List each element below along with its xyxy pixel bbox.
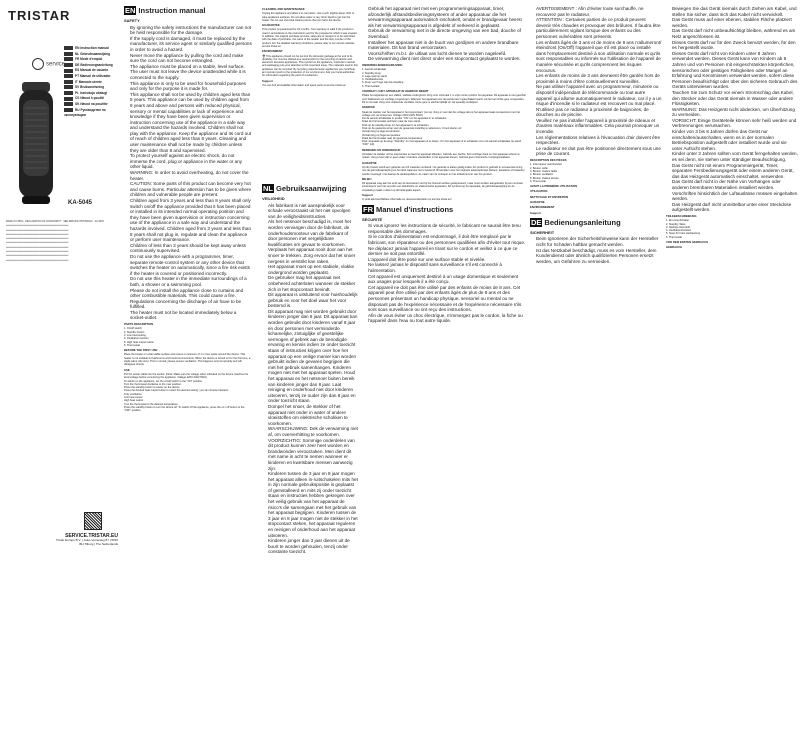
- list-item: • Beim Ignorieren der Sicherheitshinweise kann der Hersteller nicht für Schäden haftbar gemacht werden.: [536, 236, 662, 247]
- cleaning-heading-nl: REINIGING EN ONDERHOUD: [362, 147, 401, 152]
- model-number: KA-5045: [68, 200, 93, 206]
- list-item: • L'appareil doit être posé sur une surface stable et nivelée.: [368, 257, 526, 263]
- use-list: [124, 373, 252, 413]
- environment-heading-nl: MILIEU: [362, 176, 372, 181]
- list-line: 6. Thermostat: [666, 235, 682, 239]
- list-line: Press the standby button to power on the device.: [124, 386, 181, 390]
- list-line: 6. Thermostat: [530, 179, 546, 183]
- safety-heading-nl: VEILIGHEID: [262, 196, 285, 201]
- list-line: 2. Standby-Taste: [666, 222, 686, 226]
- list-item: • Les enfants âgés de 3 ans et de moins de 8 ans n'allumeront/éteindront (On/Off) l'appareil que s'il est placé ou installé dans l'emplacement destiné à son utilisation normale et qu'ils sont responsables ou informés sur l'utilisation de l'appareil de manière sécurisée et qu'ils comprennent les risques encourus.: [536, 40, 662, 74]
- list-line: 1. On/off switch: [124, 327, 142, 331]
- guarantee-heading-nl: GARANTIE: [362, 160, 377, 165]
- use-heading: USE: [124, 367, 130, 372]
- safety-heading-de: SICHERHEIT: [530, 229, 555, 235]
- support-text-nl: U vindt alle beschikbare informatie en reserveonderdelen op service.tristar.eu!: [362, 198, 452, 202]
- environment-text: This appliance should not be put into the domestic garbage at the end of its durability, but must be offered at a central point for the recycling of electric and electronic domestic appliances. This symbol on the appliance, instruction manual and packaging puts your attention to this important issue. The materials used in this appliance can be recycled. By recycling used domestic appliances you contribute an important push to the protection of our environment. Ask your local authorities for information regarding the point of recollection.: [262, 54, 358, 78]
- list-line: Zet de aan/uit-schakelaar in positie "ON" om het apparaat in te schakelen.: [362, 117, 448, 121]
- list-item: • Tauchen Sie zum Schutz vor einem Stromschlag das Kabel, den Stecker oder das Gerät niemals in Wasser oder andere Flüssigkeiten.: [672, 90, 798, 107]
- list-line: 4. Oszillationsfunktion: [666, 229, 692, 233]
- support-heading-nl: Support: [362, 193, 373, 198]
- dutch-section: [262, 184, 358, 749]
- list-line: 5. Knop voor hoge warmte-instelling: [362, 81, 404, 85]
- list-item: • Si vous ignorez les instructions de sécurité, le fabricant ne saurait être tenu responsable des dommages.: [368, 223, 526, 234]
- cleaning-heading-fr: NETTOYAGE ET ENTRETIEN: [530, 194, 569, 199]
- cover-smallprint: MADE IN CHINA · DECLARATION OF CONFORMITY · SEE SERVICE.TRISTAR.EU · KA-5045 ━━━━━━━━━━━━━━━━━━━━━━━━━━━━━━━━━━━━━━━━━━━━━ ━━━━━━━━━━━━━━━━━━━━━━━━━━━━━━━━━━━━━━━━━━━━━ ━━━━━━━━━━━━━━━━━━━━━━━━━━━━━━━━━━━━━━━━━━━━━ ━━━━━━━━━━━━━━━━━━━━━━━━━━━━━━━━━━━━━━━━━━━━━ ━━━━━━━━━━━━━━━━━━━━━━━━━━━━━━━━━━━━━━━━━━━━━ ━━━━━━━━━━━━━━━━━━━━━━━━━━━━━━━━━━━━━━━━━━━━━ ━━━━━━━━━━━━━━━━━━━━━━━━━━━━━━━━━━━━━━━━━━━━━ ━━━━━━━━━━━━━━━━━━━━━━━━━━━━━━━━━━━━━━━━━━━━━ ━━━━━━━━━━━━━━━━━━━━━━━━━━━━━━━━━━━━━━━━━━━━━: [6, 221, 104, 262]
- list-item: • Children aged from 3 years and less than 8 years shall only switch on/off the appliance provided that it has been placed or installed in its intended normal operating position and they have been given supervision or instruction concerning use of the appliance in a safe way and understand the hazards involved. Children aged from 3 years and less than 8 years shall not plug in, regulate and clean the appliance or perform user maintenance.: [130, 198, 252, 243]
- cleaning-heading: CLEANING AND MAINTENANCE: [262, 7, 305, 11]
- brand-logo: TRISTAR: [8, 8, 71, 23]
- service-website: SERVICE.TRISTAR.EU: [65, 533, 118, 539]
- list-line: 1. Ein-/Aus-Schalter: [666, 219, 690, 223]
- list-item: • This appliance is only to be used for household purposes and only for the purpose it is made for.: [130, 81, 252, 92]
- qr-code-icon: [84, 512, 102, 530]
- list-item: • Bewegen Sie das Gerät niemals durch Ziehen am Kabel, und stellen Sie sicher, dass sich das Kabel nicht verwickelt.: [672, 6, 798, 17]
- list-item: • De verwarming dient niet direct onder een stopcontact geplaatst te worden.: [368, 56, 526, 62]
- list-item: • Kinderen jonger dan 3 jaar dienen uit de buurt te worden gehouden, tenzij onder constante toezicht.: [268, 538, 358, 555]
- list-item: • Ne déplacez jamais l'appareil en tirant sur le cordon et veillez à ce que ce dernier ne soit pas entortillé.: [368, 246, 526, 257]
- list-item: • Het apparaat moet op een stabiele, vlakke ondergrond worden geplaatst.: [268, 264, 358, 275]
- safety-heading: SAFETY: [124, 18, 140, 23]
- list-item: • Veuillez ne pas installer l'appareil à proximité de rideaux et d'autres matériaux inflammables. Cela pourrait provoquer un incendie.: [536, 118, 662, 135]
- list-line: 3. Low heat setting: [124, 333, 146, 337]
- section-title-en: EN Instruction manual: [125, 6, 206, 15]
- service-badge: service: [32, 58, 65, 70]
- language-item: PT Manual de utilizador: [64, 74, 118, 80]
- french-section-continued: [530, 6, 662, 571]
- use-list-nl: [362, 111, 526, 147]
- list-item: • WARNING: In order to avoid overheating, do not cover the heater.: [130, 170, 252, 181]
- section-title-fr: FR Manuel d'instructions: [363, 204, 454, 214]
- list-item: • Kinder unter 3 Jahren sollten vom Gerät ferngehalten werden, es sei denn, sie stehen unter ständiger Beaufsichtigung.: [672, 151, 798, 162]
- language-item: FR Mode d'emploi: [64, 57, 118, 63]
- safety-list: [124, 25, 252, 321]
- before-use-heading-nl: VOORDAT U HET APPARAAT IN GEBRUIK NEEMT: [362, 89, 429, 94]
- language-item: PL Instrukcja obsługi: [64, 91, 118, 97]
- list-line: Turn the thermostat to the desired temperature.: [124, 402, 179, 406]
- list-line: 5. Taste für hohe Heizleistung: [666, 232, 701, 236]
- list-item: • WARNUNG: Das Heizgerät nicht abdecken, um Überhitzung zu vermeiden.: [672, 107, 798, 118]
- list-item: • Das Gerät darf nicht unbeaufsichtigt bleiben, während es am Netz angeschlossen ist.: [672, 28, 798, 39]
- list-item: • Do not use this heater in the immediate surroundings of a bath, a shower or a swimming pool.: [130, 276, 252, 287]
- support-text: You can find all available information and spare parts at service.tristar.eu!: [262, 83, 346, 87]
- cleaning-text-nl: Verwijder de stekker uit het stopcontact en laat het apparaat afkoelen. Gebruik een zachte, licht vochtige doek om het apparaat schoon te maken. Zorg ervoor dat er geen water of andere vloeistoffen in het apparaat komen. Gebruik geen chemische reinigingsmiddelen.: [362, 153, 520, 160]
- cleaning-text: Unplug the appliance and allow it to cool down. Use a soft, slightly damp cloth to wipe appliance surfaces. Do not allow water or any other liquid to get into the heater. Do not use chemical cleaning items that can harm the device.: [262, 12, 355, 22]
- service-logo-icon: [32, 58, 44, 70]
- section-title-nl: NL Gebruiksaanwijzing: [263, 184, 347, 193]
- list-item: • CAUTION: Some parts of this product can become very hot and cause burns. Particular attention has to be given where children and vulnerable people are present.: [130, 181, 252, 198]
- list-line: Druk op de gewenste knop voor de gewenste instelling te selecteren. U kunt kiezen uit:: [362, 126, 462, 130]
- list-item: • Voorschriften m.b.t. de uitlaat van lucht dienen te worden nageleefd.: [368, 51, 526, 57]
- list-item: • Afin de vous éviter un choc électrique, n'immergez pas le cordon, la fiche ou l'appareil dans l'eau ou tout autre liquide.: [368, 313, 526, 324]
- list-item: • Children of less than 3 years should be kept away unless continuously supervised.: [130, 243, 252, 254]
- list-item: • Verplaats het apparaat nooit door aan het snoer te trekken. Zorg ervoor dat het snoer nergens in verstrikt kan raken.: [268, 247, 358, 264]
- before-use-text-nl: Plaats het apparaat op een vlakke, stabiele ondergrond. Zorg voor minimaal 1 m vrije ruimte rondom het apparaat. Dit apparaat is niet geschikt voor badkamers en vochtige omgevingen. Wanneer het apparaat voor de eerste keer ingeschakeld wordt, zal het een lichte geur verspreiden. Dit is normaal. Zorg voor voldoende ventilatie. Deze geur is slechts tijdelijk en zal spoedig verdwijnen.: [362, 94, 526, 104]
- before-use-heading: BEFORE THE FIRST USE: [124, 348, 158, 353]
- use-heading-fr: UTILISATION: [530, 189, 548, 194]
- parts-list: [124, 327, 252, 347]
- list-item: • Never move the appliance by pulling the cord and make sure the cord can not become entangled.: [130, 53, 252, 64]
- list-item: • Dieses Gerät darf nur für den Zweck benutzt werden, für den es hergestellt wurde.: [672, 40, 798, 51]
- support-heading-fr: Support: [530, 210, 541, 215]
- list-line: To switch on the appliance, set the on/off switch to the "ON" position.: [124, 379, 203, 383]
- list-item: • Dit apparaat mag niet worden gebruikt door kinderen jonger dan 8 jaar. Dit apparaat kan worden gebruikt door kinderen vanaf 8 jaar en door personen met verminderde lichamelijke, zintuiglijke of geestelijke vermogen of gebrek aan de benodigde ervaring en kennis indien ze onder toezicht staan of instructies krijgen over hoe het apparaat op een veilige manier kan worden gebruikt indien de gevaren begrijpen die met het gebruik samenhangen. Kinderen mogen niet met het apparaat spelen. Houd het apparaat en het netsnoer buiten bereik van kinderen jonger dan 8 jaar. Laat reiniging en onderhoud niet door kinderen uitvoeren, tenzij ze ouder zijn dan 8 jaar en onder toezicht staan.: [268, 309, 358, 404]
- list-item: • Gebruik de verwarming niet in de directe omgeving van een bad, douche of zwembad.: [368, 28, 526, 39]
- language-item: IT Manuale utente: [64, 80, 118, 86]
- guarantee-text: This product is guaranteed for 24 months. Your warranty is valid if the product is used in accordance to the instructions and for the purpose for which it was created. In addition, the original purchase (invoice, sales slip or receipt) is to be submitted with the date of purchase, the name of the retailer and the item number of the product. For the detailed warranty conditions, please refer to our service website: service.tristar.eu: [262, 28, 358, 48]
- safety-list-fr-cont: [530, 6, 662, 157]
- list-item: • Ne pas utiliser l'appareil avec un programmeur, minuterie ou dispositif indépendant de télécommande ou tout autre appareil qui allume automatiquement le radiateur, car il y a un risque d'incendie si le radiateur est recouvert ou mal placé.: [536, 84, 662, 106]
- list-item: • Cet appareil ne doit pas être utilisé par des enfants de moins de 8 ans. Cet appareil peut être utilisé par des enfants âgés de plus de 8 ans et des personnes présentant un handicap physique, sensoriel ou mental ou ne disposant pas de l'expérience nécessaire et de l'expérience nécessaire s'ils sont sous surveillance ou ont reçu des instructions.: [368, 285, 526, 313]
- parts-heading-fr: DESCRIPTION DES PIÈCES: [530, 158, 567, 163]
- list-item: • AVERTISSEMENT : Afin d'éviter toute surchauffe, ne recouvrez pas le radiateur.: [536, 6, 662, 17]
- list-line: 3. Bouton chaleur faible: [530, 169, 558, 173]
- company-address: Tristar Europe B.V. | Jules Verneweg 87 | 5015 BH Tilburg | The Netherlands: [55, 538, 118, 546]
- cover-footer: [54, 534, 118, 546]
- list-item: • Das Gerät nicht mit einem Programmiergerät, Timer, separaten Fernbedienungsgerät oder einem anderen Gerät, das das Heizgerät automatisch einschaltet, verwenden.: [672, 163, 798, 180]
- list-line: Verwarming op hoge temperatuur: [362, 133, 401, 137]
- list-item: • VOORZICHTIG: Sommige onderdelen van dit product kunnen zeer heet worden en brandwonden veroorzaken. Men dient dit met name in acht te nemen wanneer er kinderen en kwetsbare mensen aanwezig zijn.: [268, 438, 358, 472]
- language-item: SV Bruksanvisning: [64, 85, 118, 91]
- list-item: • Gebruik het apparaat niet met een programmeringsapparaat, timer, afzonderlijk afstandsbedieningssysteem of ander apparatuur die het verwarmingsapparaat automatisch inschakelt, omdat er brandgevaar heerst als het verwarmingsapparaat is afgedekt of verkeerd is geplaatst.: [368, 6, 526, 28]
- use-heading-de: GEBRAUCH: [666, 245, 683, 250]
- list-line: 3. Lage warmte stand: [362, 74, 387, 78]
- english-section: [124, 6, 252, 571]
- list-item: • Regulations concerning the discharge of air have to be fulfilled.: [130, 299, 252, 310]
- list-line: 6. Thermostat: [124, 343, 140, 347]
- list-line: 4. Oscillatiefunctie: [362, 78, 384, 82]
- before-use-heading-fr: AVANT LA PREMIÈRE UTILISATION: [530, 184, 578, 189]
- environment-text-nl: Dit apparaat mag aan het eind van de levensduur niet bij het huisvuil worden gedeponeerd, maar moet worden aangeboden bij een centraal inzamelpunt voor het recyclen van elektrische en elektronische apparaten. Dit symbool op het apparaat, de gebruiksaanwijzing en de verpakking maakt u attent op dit belangrijke aspect.: [362, 182, 523, 192]
- list-line: Only ventilation: [124, 392, 142, 396]
- language-item: NL Gebruiksaanwijzing: [64, 52, 118, 58]
- list-item: • Cet appareil est uniquement destiné à un usage domestique et seulement aux usages pour lesquels il a été conçu.: [368, 274, 526, 285]
- list-item: • De gebruiker mag het apparaat niet onbeheerd achterlaten wanneer de stekker zich in het stopcontact bevindt.: [268, 275, 358, 292]
- list-item: • Dieses Gerät darf nicht von Kindern unter 8 Jahren verwendet werden. Dieses Gerät kann von Kindern ab 8 Jahren und von Personen mit eingeschränkten körperlichen, sensorischen oder geistigen Fähigkeiten oder Mangel an Erfahrung und Kenntnissen verwendet werden, sofern diese Personen beaufsichtigt oder über den sicheren Gebrauch des Geräts unterwiesen wurden.: [672, 51, 798, 90]
- parts-list-de: [666, 219, 798, 239]
- list-line: High heat output: [124, 399, 144, 403]
- list-item: • Ne laissez jamais le dispositif sans surveillance s'il est connecté à l'alimentation.: [368, 262, 526, 273]
- list-line: Turn the thermostat clockwise to the max position.: [124, 382, 182, 386]
- language-item: DE Bedienungsanleitung: [64, 63, 118, 69]
- list-line: 1. Aan/uit-schakelaar: [362, 68, 387, 72]
- cover-column: [6, 6, 118, 571]
- list-item: • VORSICHT: Einige Geräteteile können sehr heiß werden und Verbrennungen verursachen.: [672, 118, 798, 129]
- support-heading: Support: [262, 78, 273, 83]
- environment-heading: ENVIRONMENT: [262, 49, 283, 54]
- parts-list-nl: [362, 68, 526, 88]
- safety-list-nl: [262, 203, 358, 555]
- list-item: • Les réglementations relatives à l'évacuation d'air doivent être respectées.: [536, 135, 662, 146]
- list-item: • Installeer het apparaat niet in de buurt van gordijnen en andere brandbare materialen. Dit kan brand veroorzaken.: [368, 40, 526, 51]
- list-item: • The user must not leave the device unattended while it is connected to the supply.: [130, 69, 252, 80]
- list-item: • If the supply cord is damaged, it must be replaced by the manufacturer, its service agent or similarly qualified persons in order to avoid a hazard.: [130, 36, 252, 53]
- list-item: • Das Heizgerät darf nicht unmittelbar unter einer Steckdose aufgestellt werden.: [672, 202, 798, 213]
- list-line: 1. Interrupteur marche/arrêt: [530, 163, 562, 167]
- heater-device-image: [14, 76, 58, 211]
- list-item: • Le radiateur ne doit pas être positionné directement sous une prise de courant.: [536, 146, 662, 157]
- guarantee-heading: GUARANTEE: [262, 23, 280, 28]
- guarantee-heading-fr: GARANTIE: [530, 200, 545, 204]
- list-line: Druk op de standby-knop om het apparaat in te schakelen.: [362, 123, 430, 127]
- before-use-heading-de: VOR DEM ERSTEN GEBRAUCH: [666, 240, 709, 245]
- language-item: CS Návod k použití: [64, 96, 118, 102]
- list-item: • This appliance shall not be used by children aged less than 8 years. This appliance can be used by children aged from 8 years and above and persons with reduced physical, sensory or mental capabilities or lack of experience and knowledge if they have been given supervision or instruction concerning use of the appliance in a safe way and understand the hazards involved. Children shall not play with the appliance. Keep the appliance and its cord out of reach of children aged less than 8 years. Cleaning and user maintenance shall not be made by children unless they are older than 8 and supervised.: [130, 92, 252, 154]
- safety-list-de-cont: [666, 6, 798, 213]
- before-use-text: Place the heater on a flat stable surface and ensure a minimum of 1 m free space around the device. This heater is not suitable for bathrooms and humid environments. When the device is turned on for the first time, a slight odour will occur. This is normal; please ensure ventilation. This happens only temporarily and will disappear shortly.: [124, 353, 251, 367]
- list-item: • Als het netsnoer beschadigd is, moet het worden vervangen door de fabrikant, de onderhoudsmonteur van de fabrikant of door personen met vergelijkbare kwalificaties om gevaar te voorkomen.: [268, 219, 358, 247]
- list-line: 2. Bouton veille: [530, 166, 548, 170]
- list-item: • WAARSCHUWING: Dek de verwarming niet af, om oververhitting te voorkomen.: [268, 426, 358, 437]
- language-item: RU Руководство по эксплуатации: [64, 107, 106, 118]
- parts-heading: PARTS DESCRIPTION: [124, 322, 154, 327]
- list-line: 5. Bouton chaleur élevée: [530, 176, 559, 180]
- list-line: 4. Bouton oscillation: [530, 173, 554, 177]
- list-line: 5. High heat output button: [124, 340, 154, 344]
- list-line: 2. Standby-knop: [362, 71, 381, 75]
- parts-list-fr: [530, 163, 662, 183]
- list-item: • Als fabrikant is niet aansprakelijk voor schade veroorzaakt uit het niet opvolgen van de veiligheidsinstructies.: [268, 203, 358, 220]
- language-list: [64, 46, 118, 119]
- list-item: • Dit apparaat is uitsluitend voor huishoudelijk gebruik en voor het doel waar het voor bestemd is.: [268, 292, 358, 309]
- list-item: • Das Gerät muss auf einer ebenen, stabilen Fläche platziert werden.: [672, 17, 798, 28]
- list-item: • ATTENTION : Certaines parties de ce produit peuvent devenir très chaudes et provoquer des brûlures. Il faudra être particulièrement vigilant lorsque des enfants ou des personnes vulnérables sont présents.: [536, 17, 662, 39]
- dutch-section-continued: [362, 6, 526, 571]
- parts-heading-de: TEILEBESCHREIBUNG: [666, 213, 697, 218]
- recycle-bin-icon: 🗑: [262, 54, 266, 58]
- list-item: • By ignoring the safety instructions the manufacturer can not be held responsible for the damage.: [130, 25, 252, 36]
- list-line: Low heat output: [124, 396, 143, 399]
- language-item: SK Návod na použitie: [64, 102, 118, 108]
- list-line: 4. Oscillation function: [124, 337, 149, 341]
- list-line: 3. Niedrige Heizstufe: [666, 225, 691, 229]
- list-item: • Si le cordon d'alimentation est endommagé, il doit être remplacé par le fabricant, son réparateur ou des personnes qualifiées afin d'éviter tout risque.: [368, 234, 526, 245]
- environment-heading-fr: ENVIRONNEMENT: [530, 205, 555, 210]
- list-item: • Dompel het snoer, de stekker of het apparaat niet onder in water of andere vloeistoffen om elektrische schokken te voorkomen.: [268, 404, 358, 426]
- language-item: EN Instruction manual: [64, 46, 118, 52]
- list-line: Verwarming op lage temperatuur: [362, 130, 400, 134]
- list-item: • To protect yourself against an electric shock, do not immerse the cord, plug or appliance in the water or any other liquid.: [130, 153, 252, 170]
- list-item: • Kinder von 3 bis 8 Jahren dürfen das Gerät nur einschalten/ausschalten, wenn es in der normalen Betriebsposition aufgestellt oder installiert wurde und sie unter Aufsicht stehen.: [672, 129, 798, 151]
- list-line: 6. Thermostaat: [362, 84, 380, 88]
- safety-list-fr: [362, 223, 526, 324]
- list-line: Draai de thermostaat rechtsom naar de max-stand.: [362, 120, 421, 124]
- list-item: • Kinderen tussen de 3 jaar en 8 jaar mogen het apparaat alleen in-/uitschakelen mits het in zijn normale gebruikspositie is geplaatst of geïnstalleerd en mits zij onder toezicht staan en instructies hebben gekregen over het veilig gebruik van het apparaat de risico's die samengaan met het gebruik van het apparaat begrijpen. Kinderen tussen de 3 jaar en 8 jaar mogen niet de stekker in het stopcontact steken, het apparaat reguleren en reinigen of onderhoud aan het apparaat uitvoeren.: [268, 471, 358, 538]
- list-item: • The appliance must be placed on a stable, level surface.: [130, 64, 252, 70]
- language-item: ES Manual de usuario: [64, 68, 118, 74]
- list-line: Press the desired heat output button to select the desired setting: you can choose between:: [124, 389, 229, 393]
- list-line: Steek de stekker van het apparaat in het stopcontact. (Let op: Zorg er voor dat het voltage dat op het apparaat staat overeenkomt met het voltage van uw stroomnet. Voltage 220V-240V 50Hz): [362, 110, 521, 117]
- list-line: Press the standby button to turn the device off. To switch off the appliance, press the on / off button to the "OFF" position.: [124, 405, 245, 413]
- safety-list-nl-cont: [362, 6, 526, 62]
- list-item: • Les enfants de moins de 3 ans devraient être gardés hors de proximité à moins d'être continuellement surveillés.: [536, 73, 662, 84]
- german-section-continued: [666, 6, 798, 571]
- list-item: • Do not use the appliance with a programmer, timer, separate remote-control system or any other device that switches the heater on automatically, since a fire risk exists if the heater is covered or positioned incorrectly.: [130, 254, 252, 276]
- list-line: 2. Standby button: [124, 330, 145, 334]
- list-item: • Vorschriften hinsichtlich der Luftauslässe müssen eingehalten werden.: [672, 191, 798, 202]
- guarantee-text-nl: Op dit product wordt een garantie van 24 maanden verleend. Uw garantie is alleen geldig indien het product is gebruikt in overeenstemming met de gebruiksaanwijzing en het doel waarvoor het is bestemd. Bovendien moet het originele aankoopbewijs (factuur, kassabon of kwitantie) worden overlegd, met daarop de aankoopdatum, de naam van de verkoper en het artikelnummer van het product.: [362, 165, 525, 176]
- list-item: • The heater must not be located immediately below a socket-outlet.: [130, 310, 252, 321]
- list-line: Druk nogmaals op de knop "Standby" om het apparaat uit te zetten. Om het apparaat uit te schakelen zet u de aan/uit-schakelaar op stand "OFF" (uit).: [362, 140, 522, 147]
- safety-list-de: [530, 236, 662, 264]
- safety-heading-fr: SÉCURITÉ: [362, 216, 383, 222]
- list-line: Draai de thermostaat naar de gewenste temperatuur.: [362, 136, 423, 140]
- list-item: • Das Gerät darf nicht in der Nähe von Vorhängen oder anderen brennbaren Materialien installiert werden.: [672, 179, 798, 190]
- parts-heading-nl: ONDERDELENBESCHRIJVING: [362, 62, 403, 67]
- use-heading-nl: GEBRUIK: [362, 105, 375, 110]
- section-title-de: DE Bedienungsanleitung: [531, 217, 621, 227]
- list-item: • Ist das Netzkabel beschädigt, muss es vom Hersteller, dem Kundendienst oder ähnlich qualifizierten Personen ersetzt werden, um Gefahren zu vermeiden.: [536, 248, 662, 265]
- list-item: • N'utilisez pas ce radiateur à proximité de baignoires, de douches ou de piscine.: [536, 107, 662, 118]
- list-line: Put the power cable into the socket. (Note: Make sure the voltage when indicated on the device matches the local voltage before connecting the appliance. Voltage 220V-240V 50Hz): [124, 372, 249, 380]
- list-item: • Please do not install the appliance close to curtains and other combustible materials. This could cause a fire.: [130, 288, 252, 299]
